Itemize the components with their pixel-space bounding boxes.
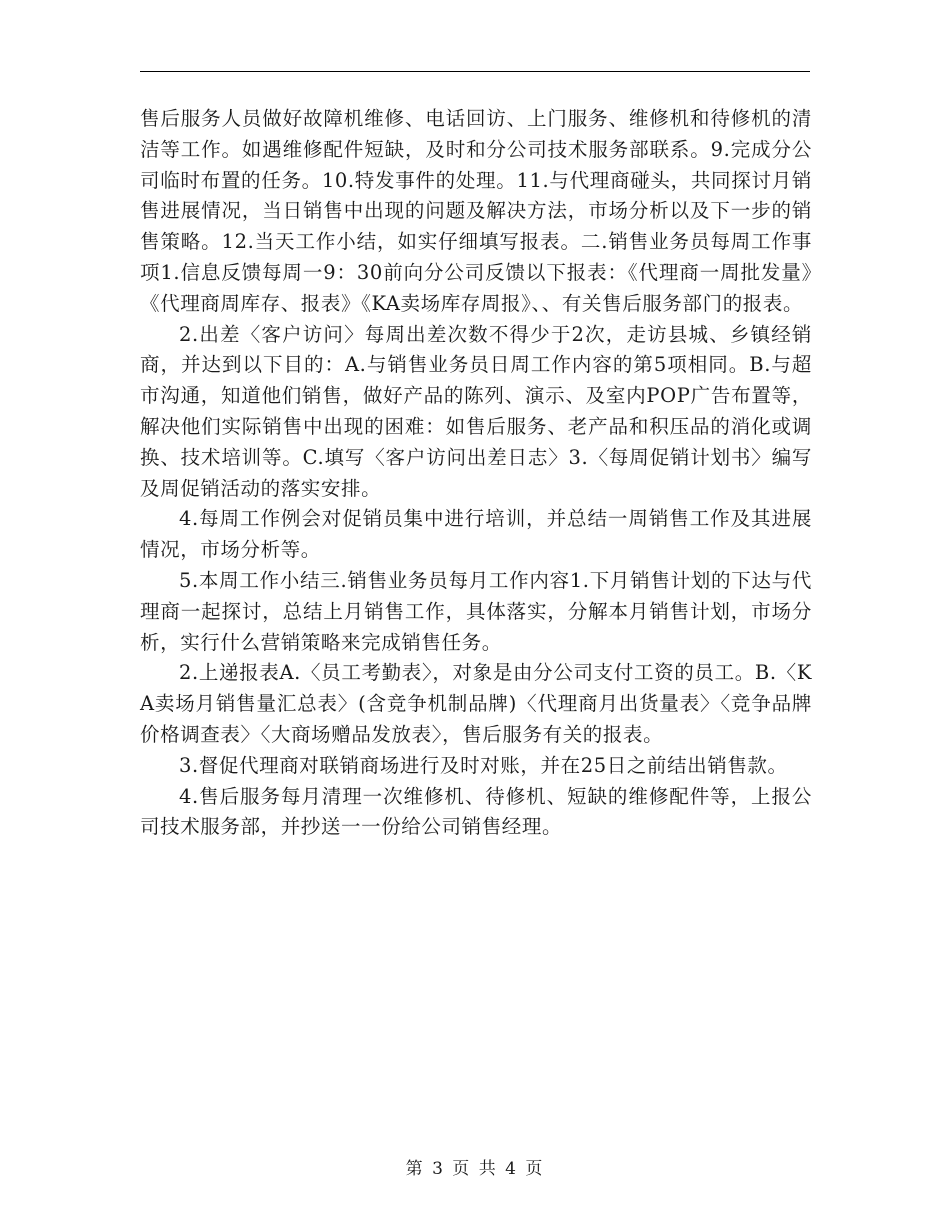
paragraph-7: 4.售后服务每月清理一次维修机、待修机、短缺的维修配件等，上报公司技术服务部，并抄送一一份给公司销售经理。 [140, 784, 812, 839]
paragraph-2: 2.出差〈客户访问〉每周出差次数不得少于2次，走访县城、乡镇经销商，并达到以下目的：A.与销售业务员日周工作内容的第5项相同。B.与超市沟通，知道他们销售，做好产品的陈列、演示、及室内POP广告布置等，解决他们实际销售中出现的困难：如售后服务、老产品和积压品的消化或调换、技术培训等。C.填写〈客户访问出差日志〉3.〈每周促销计划书〉编写及周促销活动的落实安排。 [140, 322, 812, 500]
paragraph-5: 2.上递报表A.〈员工考勤表〉，对象是由分公司支付工资的员工。B.〈KA卖场月销售量汇总表〉(含竞争机制品牌)〈代理商月出货量表〉〈竞争品牌价格调查表〉〈大商场赠品发放表〉，售后服务有关的报表。 [140, 661, 812, 746]
paragraph-3: 4.每周工作例会对促销员集中进行培训，并总结一周销售工作及其进展情况，市场分析等。 [140, 507, 812, 562]
paragraph-1: 售后服务人员做好故障机维修、电话回访、上门服务、维修机和待修机的清洁等工作。如遇维修配件短缺，及时和分公司技术服务部联系。9.完成分公司临时布置的任务。10.特发事件的处理。11.与代理商碰头，共同探讨月销售进展情况，当日销售中出现的问题及解决方法，市场分析以及下一步的销售策略。12.当天工作小结，如实仔细填写报表。二.销售业务员每周工作事项1.信息反馈每周一9：30前向分公司反馈以下报表：《代理商一周批发量》《代理商周库存、报表》《KA卖场库存周报》、、有关售后服务部门的报表。 [140, 107, 812, 315]
paragraph-4: 5.本周工作小结三.销售业务员每月工作内容1.下月销售计划的下达与代理商一起探讨，总结上月销售工作，具体落实，分解本月销售计划，市场分析，实行什么营销策略来完成销售任务。 [140, 568, 812, 654]
header-rule [140, 71, 810, 72]
document-body [140, 104, 812, 843]
paragraph-6: 3.督促代理商对联销商场进行及时对账，并在25日之前结出销售款。 [179, 753, 788, 777]
page-footer: 第 3 页 共 4 页 [405, 1159, 545, 1179]
